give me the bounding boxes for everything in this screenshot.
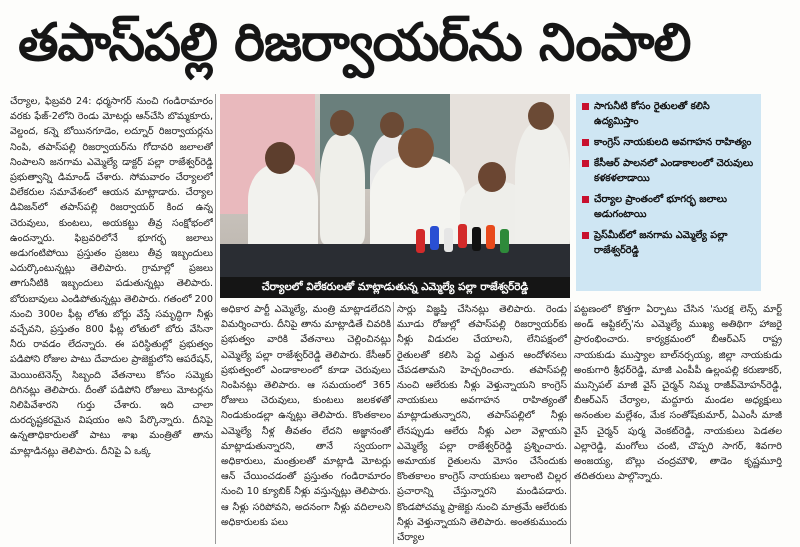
highlight-item	[582, 135, 755, 150]
bullet-icon	[582, 103, 589, 110]
article-column-2	[221, 302, 391, 544]
person-figure	[515, 122, 570, 252]
article-paragraph: పట్టణంలో కొత్తగా ఏర్పాటు చేసిన 'సురక్ష లెన్స్ మార్ట్ అండ్ ఆప్టికల్స్'ను ఎమ్మెల్యే ముఖ్య అతిథిగా హాజరై ప్రారంభించారు. కార్యక్రమంలో బీఆర్ఎస్ రాష్ట్ర నాయకుడు ముస్త్యాల బాల్‌నర్సయ్య, జిల్లా నాయకుడు అంకుగారి శ్రీధర్‌రెడ్డి, మాజీ ఎంపీపీ ఉల్లంపల్లి కరుణాకర్, మున్సిపల్ మాజీ వైస్ చైర్మన్ నిమ్మ రాజీవ్‌మోహన్‌రెడ్డి, బీఆర్ఎస్ చేర్యాల, మద్దూరు మండల అధ్యక్షులు అనంతుల మల్లేశం, మేక సంతోష్‌కుమార్, ఏఎంసీ మాజీ వైస్ చైర్మన్ పుర్మ వెంకట్‌రెడ్డి, నాయకులు పెడతల ఎల్లారెడ్డి, మంగోలు చంటి, చొప్పరి సాగర్, శివగారి అంజయ్య, బొల్లు చంద్రమౌళి, తాడెం కృష్ణమూర్తి తదితరులు పాల్గొన్నారు.	[574, 304, 782, 483]
article-column-4	[574, 302, 782, 544]
person-head	[380, 112, 404, 138]
highlights-box	[576, 94, 761, 291]
person-head	[330, 110, 354, 136]
headline: తపాస్‌పల్లి రిజర్వాయర్‌ను నింపాలి	[18, 13, 691, 73]
highlight-item	[582, 228, 755, 258]
article-paragraph: అధికార పార్టీ ఎమ్మెల్యే, మంత్రి మాట్లాడలేదని విమర్శించారు. దీనిపై తాను మాట్లాడితే చివరికి ప్రభుత్వం వారికి వేతనాలు చెల్లించినట్లు ఎమ్మెల్యే పల్లా రాజేశ్వర్‌రెడ్డి తెలిపారు. కేసీఆర్ ప్రభుత్వంలో ఎండాకాలంలో కూడా చెరువులు నింపినట్లు తెలిపారు. ఆ సమయంలో 365 రోజులు చెరువులు, కుంటలు జలకళతో నిండుకుండల్లా ఉన్నట్లు తెలిపారు. కొంతకాలం ఎమ్మెల్యే నీళ్ల తీవతం లేదని అజ్ఞానంతో మాట్లాడుతున్నారని, తానే స్వయంగా అధికారులు, మంత్రులతో మాట్లాడి మోటర్లు ఆన్ చేయించడంతో ప్రస్తుతం గండిరామారం నుంచి 10 క్యూబిక్ నీళ్లు వస్తున్నట్లు తెలిపారు. ఆ నీళ్లు సరిపోవని, అదనంగా నీళ్లు వదిలాలని అధికారులకు పలు	[221, 304, 391, 528]
highlight-text: కేసీఆర్ పాలనలో ఎండాకాలంలో చెరువులు కళకళలాడాయి	[594, 158, 754, 184]
highlight-item	[582, 99, 755, 129]
press-meet-photo	[220, 94, 570, 277]
column-divider	[570, 302, 571, 544]
microphone	[500, 229, 509, 253]
person-head	[398, 128, 434, 168]
microphone	[430, 226, 439, 250]
highlight-item	[582, 192, 755, 222]
microphone	[486, 225, 495, 249]
column-divider	[215, 94, 216, 544]
bullet-icon	[582, 232, 589, 239]
bullet-icon	[582, 196, 589, 203]
article-column-3	[397, 302, 567, 544]
column-divider	[393, 302, 394, 544]
press-table	[220, 244, 570, 277]
microphone	[458, 224, 467, 248]
highlight-text: ప్రెస్‌మీట్‌లో జనగామ ఎమ్మెల్యే పల్లా రాజేశ్వర్‌రెడ్డి	[594, 230, 728, 256]
microphone	[416, 229, 425, 253]
microphone	[444, 228, 453, 252]
article-paragraph: సార్లు విజ్ఞప్తి చేసినట్లు తెలిపారు. రెండు మూడు రోజుల్లో తపాస్‌పల్లి రిజర్వాయర్‌కు నీళ్లు విడుదల చేయాలని, లేనిపక్షంలో రైతులతో కలిసి పెద్ద ఎత్తున ఆందోళనలు చేపడతామని హెచ్చరించారు. తపాస్‌పల్లి నుంచి ఆలేరుకు నీళ్లు వెళ్తున్నాయని కాంగ్రెస్ నాయకులు అవగాహన రాహిత్యంతో మాట్లాడుతున్నారని, తపాస్‌పల్లిలో నీళ్లు లేనప్పుడు ఆలేరు నీళ్లు ఎలా వెళ్లాయని ఎమ్మెల్యే పల్లా రాజేశ్వర్‌రెడ్డి ప్రశ్నించారు. అమాయక రైతులను మోసం చేసేందుకు కొంతకాలం కాంగ్రెస్ నాయకులు ఇలాంటి చిల్లర ప్రచారాన్ని చేస్తున్నారని మండిపడారు. కొండపోచమ్మ ప్రాజెక్టు నుంచి మాత్రమే ఆలేరుకు నీళ్లు వెళ్తున్నాయని తెలిపారు. అంతకుముందు చేర్యాల	[397, 304, 567, 544]
person-head	[528, 102, 554, 130]
highlight-text: చేర్యాల ప్రాంతంలో భూగర్భ జలాలు అడుగంటాయి	[594, 194, 727, 220]
microphone	[472, 227, 481, 251]
highlight-text: సాగునీటి కోసం రైతులతో కలిసి ఉద్యమిస్తాం	[594, 101, 710, 127]
person-head	[265, 142, 295, 174]
person-head	[478, 162, 506, 192]
bullet-icon	[582, 160, 589, 167]
article-column-1	[10, 94, 213, 544]
highlight-item	[582, 156, 755, 186]
person-figure	[248, 164, 318, 254]
person-figure	[320, 134, 365, 244]
photo-caption: చేర్యాలలో విలేకరులతో మాట్లాడుతున్న ఎమ్మెల్యే పల్లా రాజేశ్వర్‌రెడ్డి	[220, 277, 570, 298]
article-paragraph: చేర్యాల, ఫిబ్రవరి 24: ధర్మసాగర్ నుంచి గండిరామారం వరకు ఫేజ్-2లోని రెండు మోటర్లు ఆన్‌చేసి బొమ్మకూరు, వెల్డంద, కన్నె బోయినగూడెం, లద్నూర్ రిజర్వాయర్లను నింపి, తపాస్‌పల్లి రిజర్వాయర్‌ను గోదావరి జలాలతో నింపాలని జనగామ ఎమ్మెల్యే డాక్టర్ పల్లా రాజేశ్వర్‌రెడ్డి ప్రభుత్వాన్ని డిమాండ్ చేశారు. సోమవారం చేర్యాలలో విలేకరుల సమావేశంలో ఆయన మాట్లాడారు. చేర్యాల డివిజన్‌లో తపాస్‌పల్లి రిజర్వాయర్ కింద ఉన్న చెరువులు, కుంటలు, అయకట్టు తీవ్ర సంక్షోభంలో ఉందన్నారు. ఫిబ్రవరిలోనే భూగర్భ జలాలు అడుగంటిపోయి ప్రస్తుతం ప్రజలు తీవ్ర ఇబ్బందులు ఎదుర్కొంటున్నట్లు తెలిపారు. గ్రామాల్లో ప్రజలు తాగునీటికి ఇబ్బందులు పడుతున్నట్లు తెలిపారు. బోరుబావులు ఎండిపోతున్నట్లు తెలిపారు. గతంలో 200 నుంచి 300ల ఫీట్ల లోతు బోర్లు వేస్తే సమృద్ధిగా నీళ్లు వచ్చేవని, ప్రస్తుతం 800 ఫీట్ల లోతులో బోరు వేసినా నీరు రావడం లేదన్నారు. ఈ పరిస్థితుల్లో ప్రభుత్వం పడిపోని రోజుల పాటు దేవాదుల ప్రాజెక్టులోని ఆపరేషన్, మెయింటెనెన్స్ సిబ్బంది వేతనాలు కోసం సమ్మెకు దిగినట్లు తెలిపారు. దీంతో పడిపోని రోజులు మోటర్లను నిలిపివేశారని గుర్తు చేశారు. ఇది చాలా దురదృష్టకరమైన విషయం అని పేర్కొన్నారు. దీనిపై ఉన్నతాధికారులతో పాటు శాఖ మంత్రితో తాను మాట్లాడినట్లు తెలిపారు. దీనిపై ఏ ఒక్క	[10, 96, 213, 457]
bullet-icon	[582, 139, 589, 146]
highlight-text: కాంగ్రెస్ నాయకులది అవగాహన రాహిత్యం	[594, 137, 752, 148]
